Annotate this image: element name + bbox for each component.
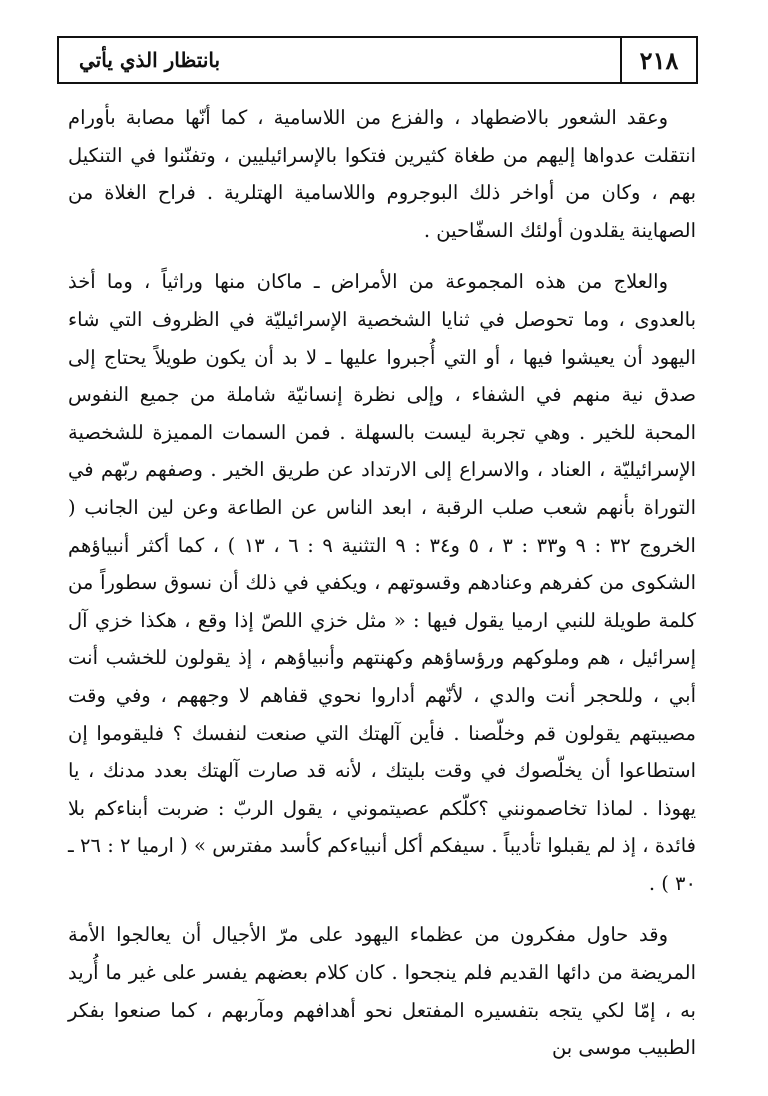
paragraph: وعقد الشعور بالاضطهاد ، والفزع من اللاسامية ، كما أنّها مصابة بأورام انتقلت عدواها إليهم من طغاة كثيرين فتكوا بالإسرائيليين ، وتفنّنوا في التنكيل بهم ، وكان من أواخر ذلك البوجروم واللاسامية الهتلرية . فراح الغلاة من الصهاينة يقلدون أولئك السفّاحين .	[68, 106, 696, 242]
running-title-cell	[59, 38, 622, 82]
body-text	[68, 99, 696, 1067]
page-header	[57, 36, 698, 84]
paragraph: وقد حاول مفكرون من عظماء اليهود على مرّ الأجيال أن يعالجوا الأمة المريضة من دائها القديم فلم ينجحوا . كان كلام بعضهم يفسر على غير ما أُريد به ، إمّا لكي يتجه بتفسيره المفتعل نحو أهدافهم ومآربهم ، كما صنعوا بفكر الطبيب موسى بن	[68, 923, 696, 1060]
paragraph: والعلاج من هذه المجموعة من الأمراض ـ ماكان منها وراثياً ، وما أخذ بالعدوى ، وما تحوصل في ثنايا الشخصية الإسرائيليّة في الظروف التي شاء اليهود أن يعيشوا فيها ، أو التي أُجبروا عليها ـ لا بد أن يكون طويلاً يحتاج إلى صدق نية منهم في الشفاء ، وإلى نظرة إنسانيّة شاملة من جميع النفوس المحبة للخير . وهي تجربة ليست بالسهلة . فمن السمات المميزة للشخصية الإسرائيليّة ، العناد ، والاسراع إلى الارتداد عن طريق الخير . وصفهم ربّهم في التوراة بأنهم شعب صلب الرقبة ، ابعد الناس عن الطاعة وعن لين الجانب ( الخروج ٣٢ : ٩ و٣٣ : ٣ ، ٥ و٣٤ : ٩ التثنية ٩ : ٦ ، ١٣ ) ، كما أكثر أنبياؤهم الشكوى من كفرهم وعنادهم وقسوتهم ، ويكفي في ذلك أن نسوق سطوراً من كلمة طويلة للنبي ارميا يقول فيها : « مثل خزي اللصّ إذا وقع ، هكذا خزي آل إسرائيل ، هم وملوكهم ورؤساؤهم وكهنتهم وأنبياؤهم ، إذ يقولون للخشب أنت أبي ، وللحجر أنت والدي ، لأنّهم أداروا نحوي قفاهم لا وجههم ، وفي وقت مصيبتهم يقولون قم وخلّصنا . فأين آلهتك التي صنعت لنفسك ؟ فليقوموا إن استطاعوا أن يخلّصوك في وقت بليتك ، لأنه قد صارت آلهتك بعدد مدنك ، يا يهوذا . لماذا تخاصمونني ؟كلّكم عصيتموني ، يقول الربّ : ضربت أبناءكم بلا فائدة ، إذ لم يقبلوا تأديباً . سيفكم أكل أنبياءكم كأسد مفترس » ( ارميا ٢ : ٢٦ ـ ٣٠ ) .	[68, 270, 696, 895]
running-title: بانتظار الذي يأتي	[79, 48, 221, 72]
page-number: ٢١٨	[639, 45, 679, 75]
